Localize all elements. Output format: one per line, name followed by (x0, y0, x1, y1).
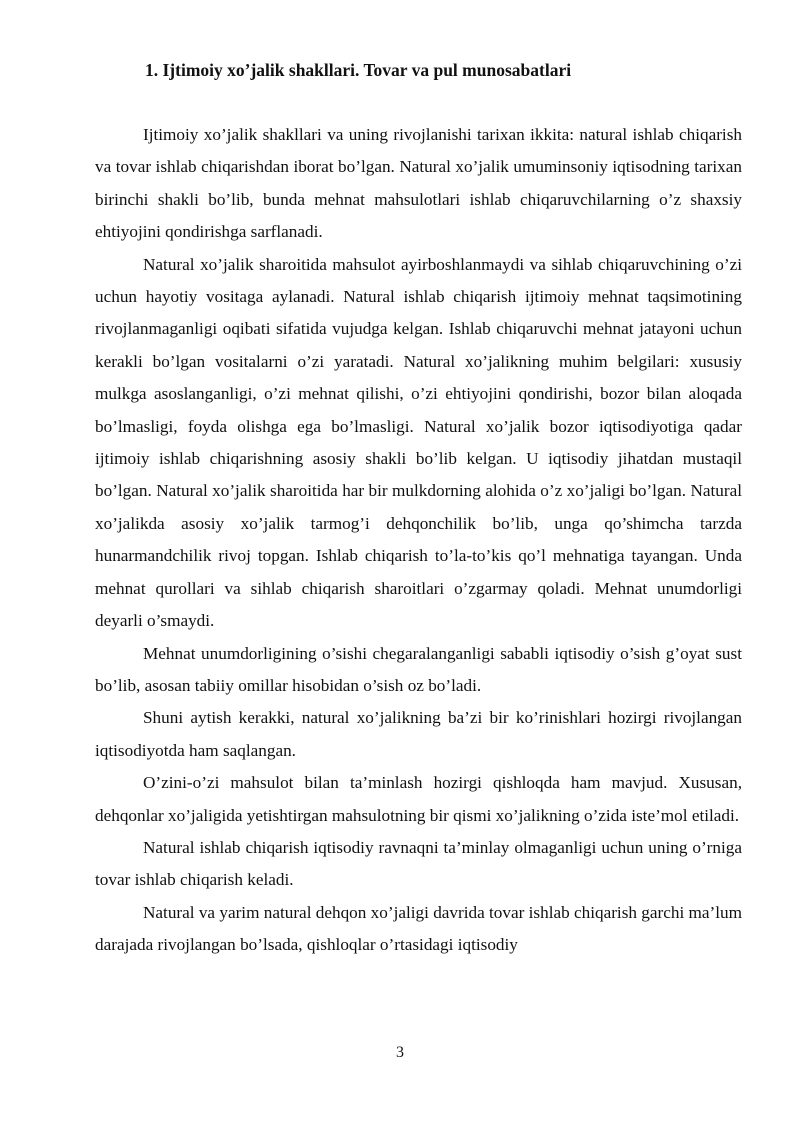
paragraph: Ijtimoiy xo’jalik shakllari va uning rivojlanishi tarixan ikkita: natural ishlab chiqarish va tovar ishlab chiqarishdan iborat bo’lgan. Natural xo’jalik umuminsoniy iqtisodning tarixan birinchi shakli bo’lib, bunda mehnat mahsulotlari ishlab chiqaruvchilarning o’z shaxsiy ehtiyojini qondirishga sarflanadi. (95, 125, 742, 242)
section-heading: 1. Ijtimoiy xo’jalik shakllari. Tovar va pul munosabatlari (145, 60, 572, 80)
paragraph: Natural xo’jalik sharoitida mahsulot ayirboshlanmaydi va sihlab chiqaruvchining o’zi uchun hayotiy vositaga aylanadi. Natural ishlab chiqarish ijtimoiy mehnat taqsimotining rivojlanmaganligi oqibati sifatida vujudga kelgan. Ishlab chiqaruvchi mehnat jatayoni uchun kerakli bo’lgan vositalarni o’zi yaratadi. Natural xo’jalikning muhim belgilari: xususiy mulkga asoslanganligi, o’zi mehnat qilishi, o’zi ehtiyojini qondirishi, bozor bilan aloqada bo’lmasligi, foyda olishga ega bo’lmasligi. Natural xo’jalik bozor iqtisodiyotiga qadar ijtimoiy ishlab chiqarishning asosiy shakli bo’lib kelgan. U iqtisodiy jihatdan mustaqil bo’lgan. Natural xo’jalik sharoitida har bir mulkdorning alohida o’z xo’jaligi bo’lgan. Natural xo’jalikda asosiy xo’jalik tarmog’i dehqonchilik bo’lib, unga qo’shimcha tarzda hunarmandchilik rivoj topgan. Ishlab chiqarish to’la-to’kis qo’l mehnatiga tayangan. Unda mehnat qurollari va sihlab chiqarish sharoitlari o’zgarmay qoladi. Mehnat unumdorligi deyarli o’smaydi. (95, 254, 742, 631)
paragraph: O’zini-o’zi mahsulot bilan ta’minlash hozirgi qishloqda ham mavjud. Xususan, dehqonlar xo’jaligida yetishtirgan mahsulotning bir qismi xo’jalikning o’zida iste’mol etiladi. (95, 773, 742, 825)
paragraph: Mehnat unumdorligining o’sishi chegaralanganligi sababli iqtisodiy o’sish g’oyat sust bo’lib, asosan tabiiy omillar hisobidan o’sish oz bo’ladi. (95, 643, 742, 695)
paragraph: Shuni aytish kerakki, natural xo’jalikning ba’zi bir ko’rinishlari hozirgi rivojlangan iqtisodiyotda ham saqlangan. (95, 708, 742, 760)
paragraph: Natural va yarim natural dehqon xo’jaligi davrida tovar ishlab chiqarish garchi ma’lum darajada rivojlangan bo’lsada, qishloqlar o’rtasidagi iqtisodiy (95, 902, 742, 955)
body-text (95, 119, 742, 962)
paragraph: Natural ishlab chiqarish iqtisodiy ravnaqni ta’minlay olmaganligi uchun uning o’rniga tovar ishlab chiqarish keladi. (95, 837, 742, 890)
page-number: 3 (396, 1044, 404, 1061)
